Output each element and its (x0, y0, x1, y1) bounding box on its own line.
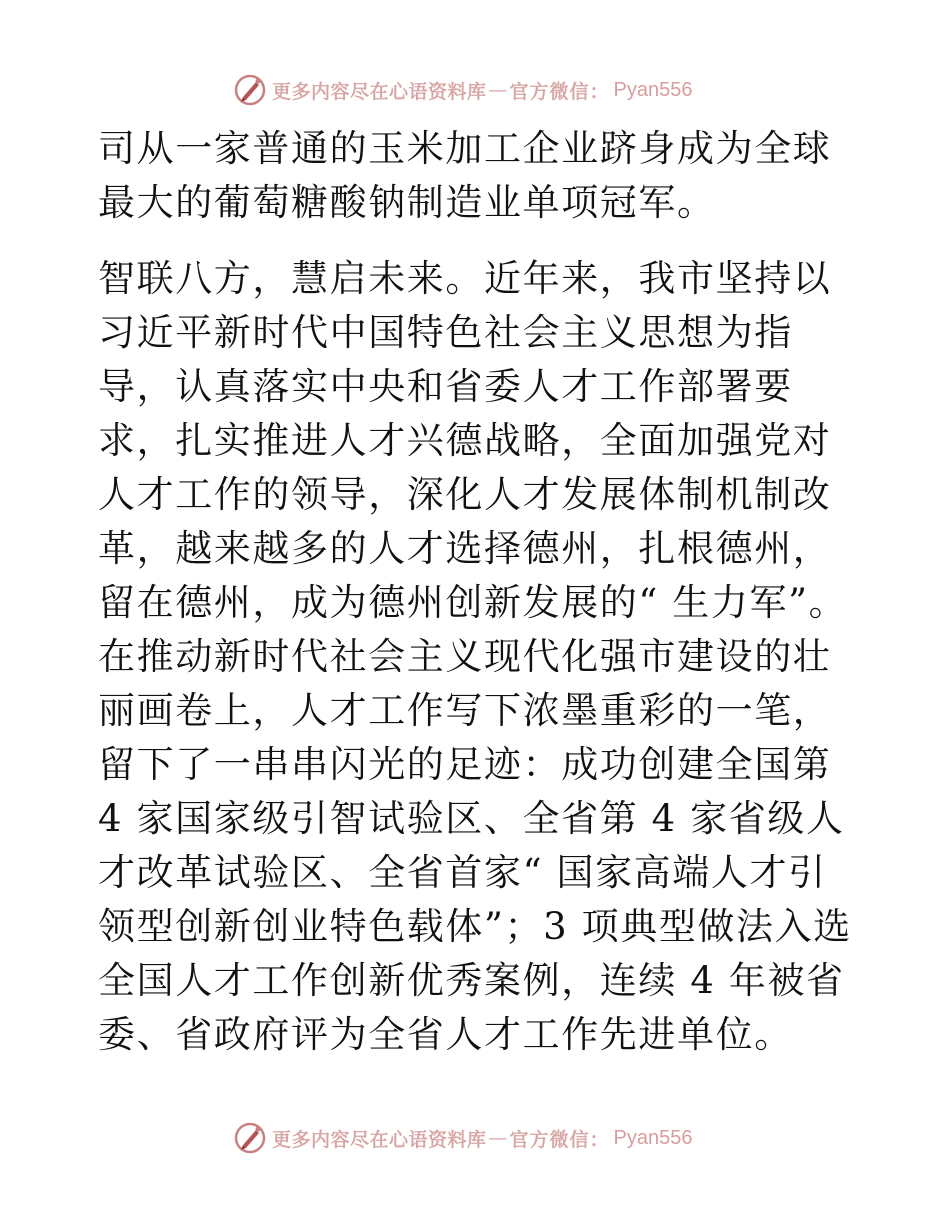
paragraph: 司从一家普通的玉米加工企业跻身成为全球最大的葡萄糖酸钠制造业单项冠军。 (98, 127, 832, 224)
watermark-wechat-id: Pyan556 (613, 1126, 693, 1149)
pen-logo-icon (232, 72, 268, 108)
watermark-dash: — (488, 1127, 508, 1149)
watermark-site-text: 更多内容尽在心语资料库 (272, 1128, 487, 1151)
watermark-banner-bottom (0, 1118, 950, 1158)
watermark-site-text: 更多内容尽在心语资料库 (272, 80, 487, 103)
watermark-banner-top (0, 70, 950, 110)
watermark-official-text: 官方微信： (509, 80, 610, 103)
watermark-dash: — (488, 79, 508, 101)
paragraph: 智联八方，慧启未来。近年来，我市坚持以习近平新时代中国特色社会主义思想为指导，认真落实中央和省委人才工作部署要求，扎实推进人才兴德战略，全面加强党对人才工作的领导，深化人才发展体制机制改革，越来越多的人才选择德州，扎根德州，留在德州，成为德州创新发展的“ 生力军”。在推动新时代社会主义现代化强市建设的壮丽画卷上，人才工作写下浓墨重彩的一笔，留下了一串串闪光的足迹：成功创建全国第 4 家国家级引智试验区、全省第 4 家省级人才改革试验区、全省首家“ 国家高端人才引领型创新创业特色载体”；3 项典型做法入选全国人才工作创新优秀案例，连续 4 年被省委、省政府评为全省人才工作先进单位。 (98, 257, 852, 1056)
document-body (98, 122, 858, 1062)
watermark-wechat-id: Pyan556 (613, 78, 693, 101)
watermark-official-text: 官方微信： (509, 1128, 610, 1151)
pen-logo-icon (232, 1120, 268, 1156)
